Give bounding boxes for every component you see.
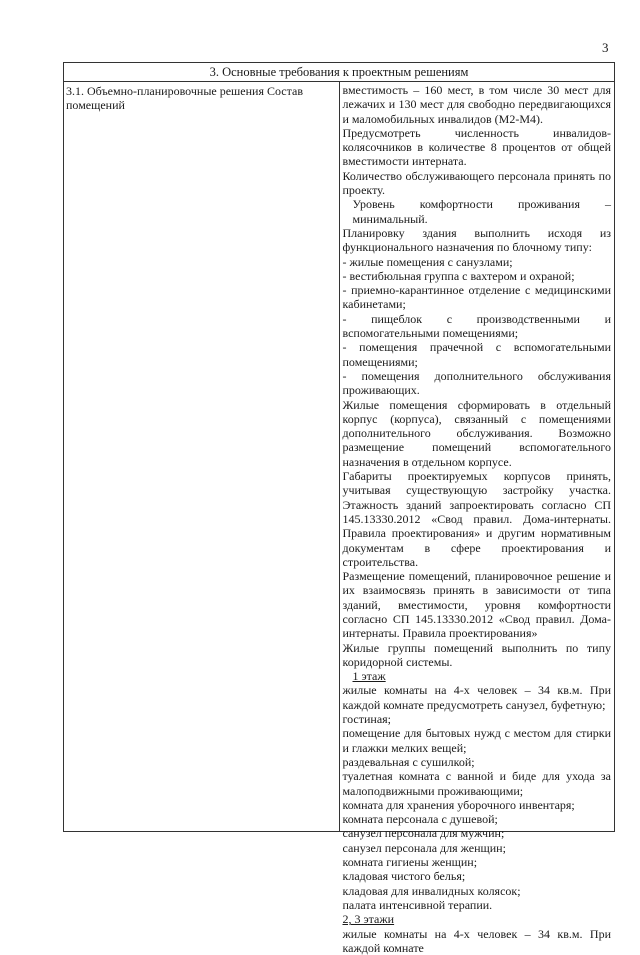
- section-header-row: [64, 63, 615, 82]
- content-paragraph: Размещение помещений, планировочное решение и их взаимосвязь принять в зависимости от типа зданий, вместимости, уровня комфортности согласно СП 145.13330.2012 «Свод правил. Дома-интернаты. Правила проектирования»: [342, 569, 611, 641]
- content-paragraph: Уровень комфортности проживания – минимальный.: [352, 197, 611, 226]
- content-paragraph: кладовая чистого белья;: [342, 869, 466, 884]
- content-paragraph: жилые комнаты на 4-х человек – 34 кв.м. При каждой комнате: [342, 926, 611, 955]
- content-paragraph: гостиная;: [342, 712, 392, 727]
- content-paragraph: - приемно-карантинное отделение с медицинскими кабинетами;: [342, 283, 611, 312]
- content-paragraph: - вестибюльная группа с вахтером и охраной;: [342, 268, 575, 283]
- content-paragraph: Предусмотреть численность инвалидов-колясочников в количестве 8 процентов от общей вместимости интерната.: [342, 125, 611, 169]
- content-paragraph: - пищеблок с производственными и вспомогательными помещениями;: [342, 311, 611, 341]
- content-paragraph: Жилые группы помещений выполнить по типу коридорной системы.: [342, 640, 611, 669]
- table-row: [64, 82, 615, 832]
- content-paragraph: вместимость – 160 мест, в том числе 30 мест для лежачих и 130 мест для свободно передвигающихся и маломобильных инвалидов (М2-М4).: [342, 83, 611, 126]
- content-paragraph: комната гигиены женщин;: [342, 855, 478, 870]
- page-number: 3: [602, 40, 609, 55]
- content-paragraph: кладовая для инвалидных колясок;: [342, 883, 521, 898]
- content-paragraph: 2, 3 этажи: [342, 912, 395, 927]
- content-paragraph: палата интенсивной терапии.: [342, 897, 493, 912]
- content-paragraph: жилые комнаты на 4-х человек – 34 кв.м. При каждой комнате предусмотреть санузел, буфетную;: [342, 683, 611, 712]
- content-paragraph: 1 этаж: [352, 669, 386, 684]
- content-paragraph: Жилые помещения сформировать в отдельный корпус (корпуса), связанный с помещениями дополнительного обслуживания. Возможно размещение помещений вспомогательного назначения в отдельном корпусе.: [342, 397, 611, 469]
- content-paragraph: - помещения прачечной с вспомогательными помещениями;: [342, 340, 611, 369]
- row-content: [339, 82, 615, 955]
- section-title: 3. Основные требования к проектным решениям: [64, 63, 615, 82]
- content-paragraph: раздевальная с сушилкой;: [342, 754, 475, 769]
- requirements-table: [63, 62, 615, 955]
- content-paragraph: Планировку здания выполнить исходя из функционального назначения по блочному типу:: [342, 225, 611, 255]
- content-paragraph: санузел персонала для женщин;: [342, 840, 506, 855]
- content-body: [342, 83, 612, 955]
- content-paragraph: санузел персонала для мужчин;: [342, 826, 505, 841]
- content-paragraph: помещение для бытовых нужд с местом для стирки и глажки мелких вещей;: [342, 726, 611, 755]
- content-paragraph: - жилые помещения с санузлами;: [342, 254, 513, 269]
- content-paragraph: Габариты проектируемых корпусов принять, учитывая существующую застройку участка. Этажность зданий запроектировать согласно СП 145.13330.2012 «Свод правил. Дома-интернаты. Правила проектирования» и другим нормативным документам в сфере проектирования и строительства.: [342, 469, 611, 569]
- content-paragraph: Количество обслуживающего персонала принять по проекту.: [342, 168, 611, 198]
- content-paragraph: - помещения дополнительного обслуживания проживающих.: [342, 368, 611, 398]
- row-label: 3.1. Объемно-планировочные решения Состав помещений: [64, 82, 340, 832]
- content-paragraph: туалетная комната с ванной и биде для ухода за малоподвижными проживающими;: [342, 769, 611, 798]
- content-paragraph: комната персонала с душевой;: [342, 812, 498, 827]
- content-paragraph: комната для хранения уборочного инвентаря;: [342, 797, 575, 812]
